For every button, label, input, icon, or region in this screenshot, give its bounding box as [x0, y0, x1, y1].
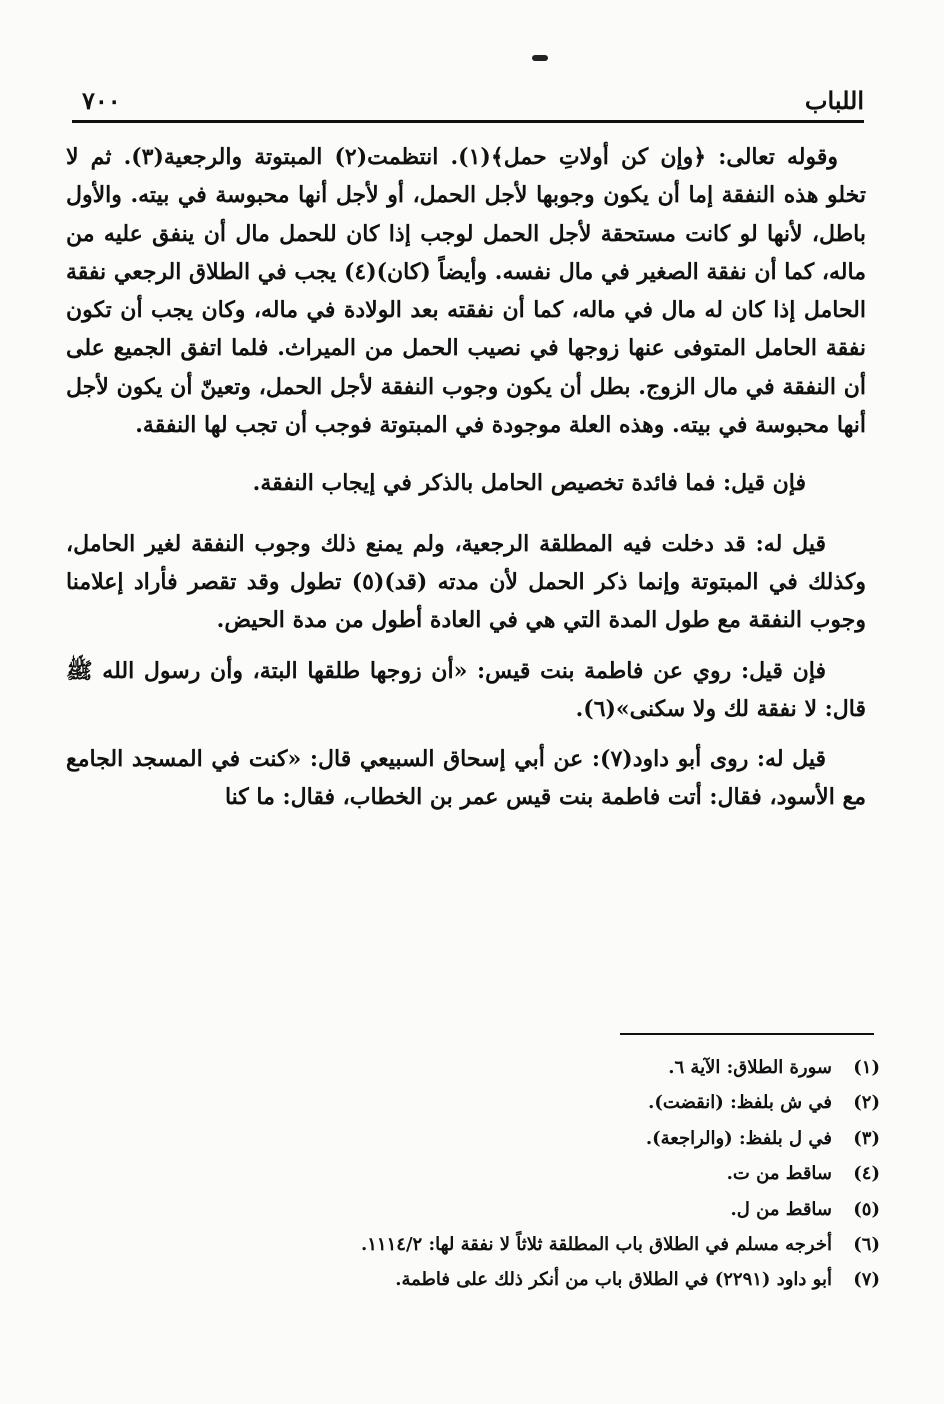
footnote-text: أبو داود (٢٢٩١) في الطلاق باب من أنكر ذلك على فاطمة.: [395, 1269, 832, 1291]
footnote-number: (٣): [853, 1127, 880, 1149]
footnote-text: ساقط من ت.: [726, 1163, 832, 1185]
footnote-3: [150, 1121, 880, 1156]
footnote-text: ساقط من ل.: [730, 1198, 832, 1220]
footnote-5: [150, 1192, 880, 1227]
footnote-rule: [620, 1033, 874, 1035]
footnote-6: [150, 1227, 880, 1262]
footnote-text: أخرجه مسلم في الطلاق باب المطلقة ثلاثاً لا نفقة لها: ١١١٤/٢.: [360, 1234, 832, 1256]
paragraph-2: فإن قيل: فما فائدة تخصيص الحامل بالذكر في إيجاب النفقة.: [252, 470, 806, 497]
page-number: ٧٠٠: [82, 86, 121, 115]
footnotes-list: [150, 1050, 880, 1298]
running-title: اللباب: [804, 86, 864, 115]
top-ink-mark: [532, 55, 548, 61]
footnote-number: (٤): [853, 1163, 880, 1185]
paragraph-3: قيل له: قد دخلت فيه المطلقة الرجعية، ولم يمنع ذلك وجوب النفقة لغير الحامل، وكذلك في المبتوتة وإنما ذكر الحمل لأن مدته (قد)(٥) تطول وقد تقصر فأراد إعلامنا وجوب النفقة مع طول المدة التي هي في العادة أطول من مدة الحيض.: [66, 530, 866, 634]
paragraph-5: قيل له: روى أبو داود(٧): عن أبي إسحاق السبيعي قال: «كنت في المسجد الجامع مع الأسود، فقال: أتت فاطمة بنت قيس عمر بن الخطاب، فقال: ما كنا: [66, 746, 866, 811]
footnote-number: (٦): [853, 1234, 880, 1256]
footnote-text: سورة الطلاق: الآية ٦.: [668, 1057, 832, 1078]
page-header: [72, 82, 864, 118]
footnote-number: (٥): [853, 1198, 880, 1220]
footnote-number: (٢): [853, 1092, 880, 1114]
header-rule: [72, 120, 864, 123]
paragraph-1: وقوله تعالى: ﴿وإن كن أولاتِ حمل﴾(١). انتظمت(٢) المبتوتة والرجعية(٣). ثم لا تخلو هذه النفقة إما أن يكون وجوبها لأجل الحمل، أو لأجل أنها محبوسة في بيته. والأول باطل، لأنها لو كانت مستحقة لأجل الحمل لوجب إذا كان للحمل مال أن ينفق عليه من ماله، كما أن نفقة الصغير في مال نفسه. وأيضاً (كان)(٤) يجب في الطلاق الرجعي نفقة الحامل إذا كان له مال في ماله، كما أن نفقته بعد الولادة في ماله، وكان يجب أن تكون نفقة الحامل المتوفى عنها زوجها في نصيب الحمل من الميراث. فلما اتفق الجميع على أن النفقة في مال الزوج. بطل أن يكون وجوب النفقة لأجل الحمل، وتعينّ أن يكون لأجل أنها محبوسة في بيته. وهذه العلة موجودة في المبتوتة فوجب أن تجب لها النفقة.: [66, 144, 866, 439]
footnote-text: في ل بلفظ: (والراجعة).: [645, 1127, 832, 1149]
footnote-number: (١): [853, 1057, 880, 1078]
main-text: [66, 138, 866, 817]
footnote-text: في ش بلفظ: (انقضت).: [648, 1092, 832, 1114]
footnote-1: [150, 1050, 880, 1085]
paragraph-4: فإن قيل: روي عن فاطمة بنت قيس: «أن زوجها طلقها البتة، وأن رسول الله ﷺ قال: لا نفقة لك ولا سكنى»(٦).: [66, 657, 866, 722]
footnote-2: [150, 1085, 880, 1120]
footnote-number: (٧): [853, 1269, 880, 1291]
footnote-7: [150, 1262, 880, 1297]
footnote-4: [150, 1156, 880, 1191]
